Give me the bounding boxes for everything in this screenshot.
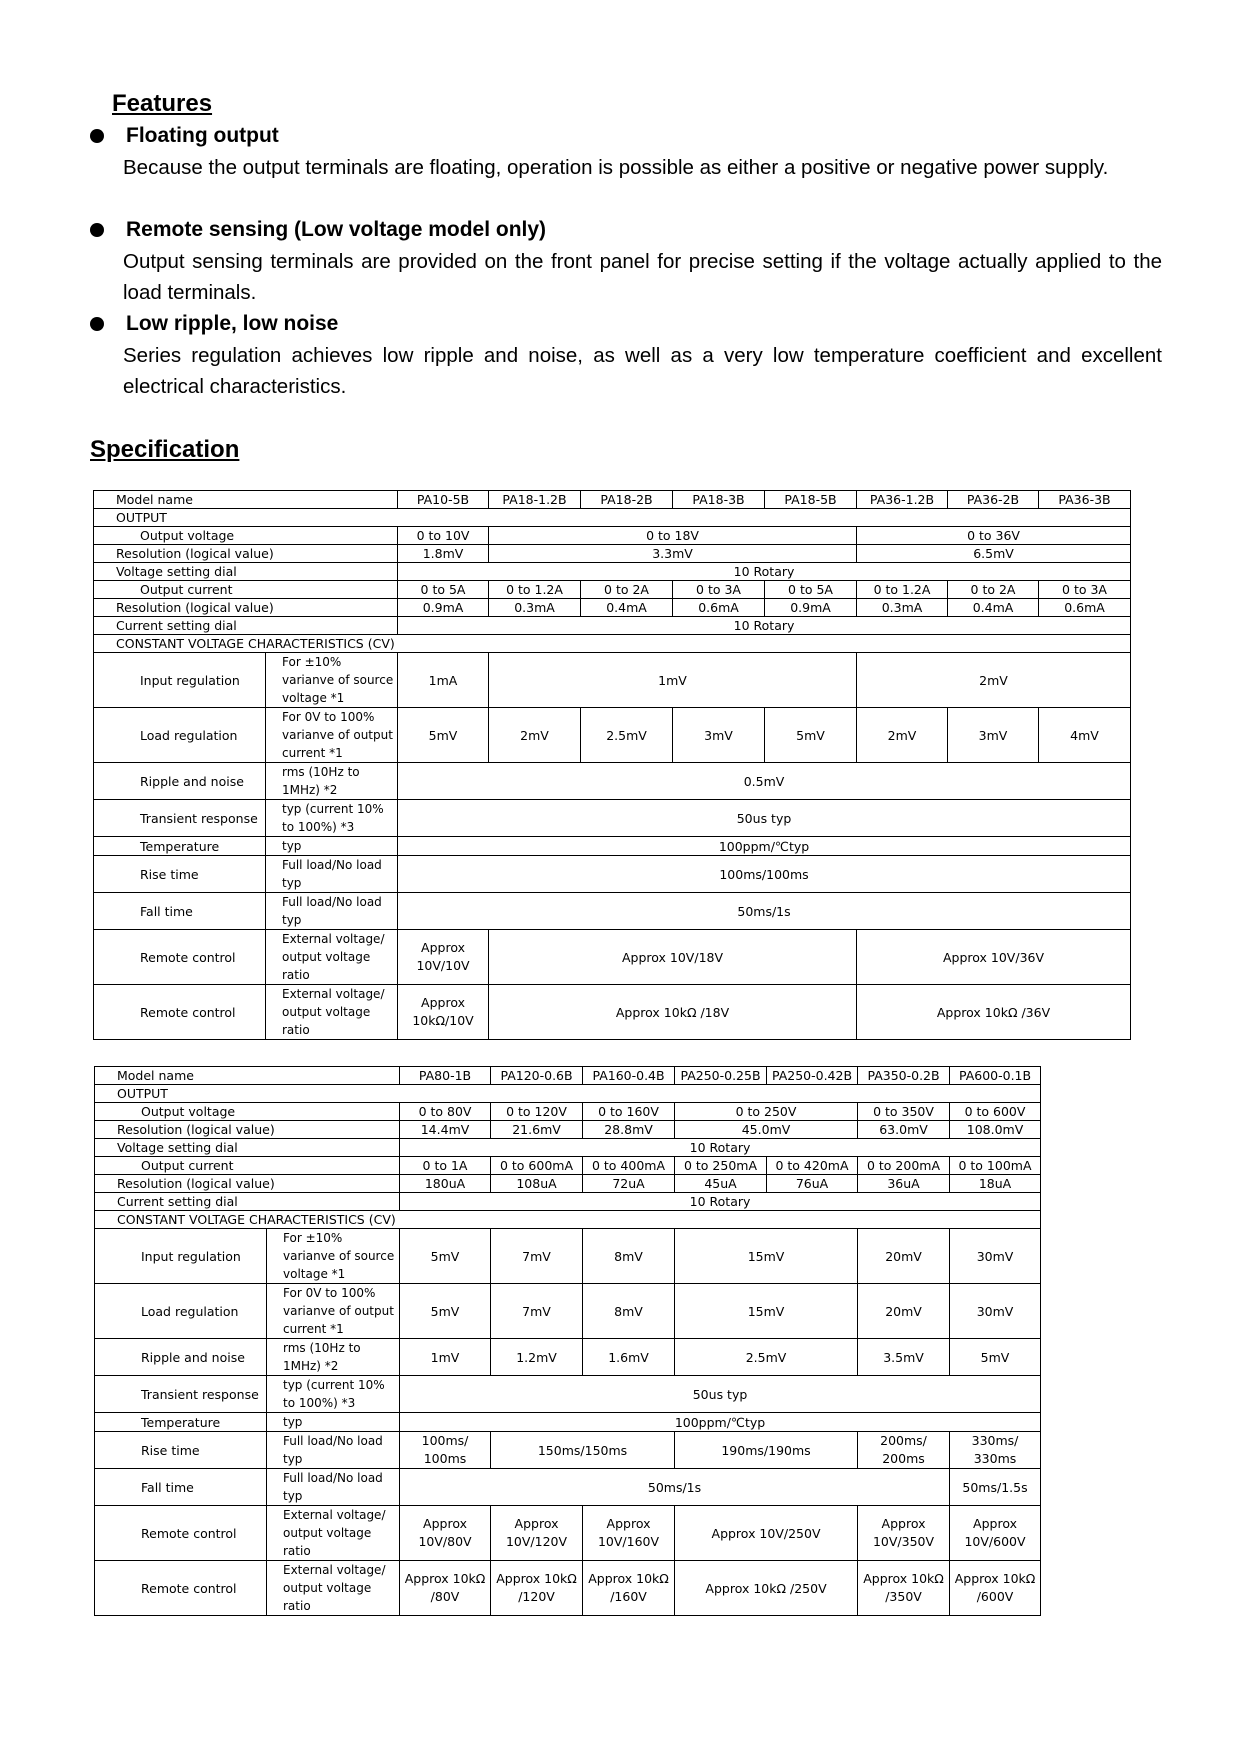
- row-label: Rise time: [94, 856, 266, 893]
- cell: 190ms/190ms: [675, 1432, 858, 1469]
- table-row: [94, 491, 1131, 509]
- cell: 0 to 10V: [398, 527, 489, 545]
- cell: 0.3mA: [489, 599, 581, 617]
- bullet-icon: [90, 129, 104, 143]
- cell: Approx 10V/120V: [491, 1506, 583, 1561]
- table-row: [95, 1339, 1041, 1376]
- cell: 0.6mA: [673, 599, 765, 617]
- cell: 50us typ: [400, 1376, 1041, 1413]
- row-label: Voltage setting dial: [94, 563, 398, 581]
- row-label: Current setting dial: [95, 1193, 400, 1211]
- cell: Approx 10V/80V: [400, 1506, 491, 1561]
- table-row: [95, 1284, 1041, 1339]
- row-label: Output voltage: [95, 1103, 400, 1121]
- cell: 1mA: [398, 653, 489, 708]
- cell: 10 Rotary: [398, 617, 1131, 635]
- table-row: [94, 708, 1131, 763]
- cell: 5mV: [400, 1229, 491, 1284]
- cell: 0 to 160V: [583, 1103, 675, 1121]
- cell: Approx 10kΩ /18V: [489, 985, 857, 1040]
- cell: Approx 10kΩ /350V: [858, 1561, 950, 1616]
- table-row: [95, 1085, 1041, 1103]
- cell: Approx 10kΩ /600V: [950, 1561, 1041, 1616]
- feature-low-ripple: [90, 308, 1162, 402]
- cell: 30mV: [950, 1284, 1041, 1339]
- cell: 0 to 1.2A: [489, 581, 581, 599]
- model-cell: PA18-1.2B: [489, 491, 581, 509]
- cell: 14.4mV: [400, 1121, 491, 1139]
- cell: Approx 10V/10V: [398, 930, 489, 985]
- condition-cell: For ±10% varianve of source voltage *1: [267, 1229, 400, 1284]
- cell: 0 to 420mA: [767, 1157, 858, 1175]
- feature-floating-output: [90, 120, 1162, 183]
- cell: 5mV: [765, 708, 857, 763]
- cell: 0.9mA: [765, 599, 857, 617]
- cell: 0 to 100mA: [950, 1157, 1041, 1175]
- table-row: [95, 1506, 1041, 1561]
- section-label: CONSTANT VOLTAGE CHARACTERISTICS (CV): [94, 635, 1131, 653]
- cell: 3mV: [673, 708, 765, 763]
- condition-cell: typ: [267, 1413, 400, 1432]
- cell: 150ms/150ms: [491, 1432, 675, 1469]
- feature-description: Output sensing terminals are provided on the front panel for precise setting if the voltage actually applied to the load terminals.: [123, 250, 1162, 304]
- cell: 108uA: [491, 1175, 583, 1193]
- cell: 7mV: [491, 1284, 583, 1339]
- model-cell: PA250-0.42B: [767, 1067, 858, 1085]
- table-row: [95, 1561, 1041, 1616]
- row-label: Fall time: [95, 1469, 267, 1506]
- cell: 0 to 1.2A: [857, 581, 948, 599]
- cell: 0.9mA: [398, 599, 489, 617]
- cell: 10 Rotary: [400, 1139, 1041, 1157]
- table-row: [95, 1157, 1041, 1175]
- table-row: [95, 1121, 1041, 1139]
- feature-title: Low ripple, low noise: [126, 312, 339, 335]
- cell: 7mV: [491, 1229, 583, 1284]
- cell: 76uA: [767, 1175, 858, 1193]
- cell: 1mV: [400, 1339, 491, 1376]
- section-label: CONSTANT VOLTAGE CHARACTERISTICS (CV): [95, 1211, 1041, 1229]
- row-label: Remote control: [95, 1506, 267, 1561]
- cell: 0 to 3A: [1039, 581, 1131, 599]
- table-row: [94, 509, 1131, 527]
- cell: Approx 10kΩ /250V: [675, 1561, 858, 1616]
- table-row: [95, 1175, 1041, 1193]
- table-row: [94, 527, 1131, 545]
- cell: Approx 10V/160V: [583, 1506, 675, 1561]
- row-label: Remote control: [94, 985, 266, 1040]
- cell: 100ms/100ms: [398, 856, 1131, 893]
- cell: 28.8mV: [583, 1121, 675, 1139]
- cell: Approx 10kΩ /160V: [583, 1561, 675, 1616]
- cell: 0.5mV: [398, 763, 1131, 800]
- condition-cell: typ: [266, 837, 398, 856]
- condition-cell: For ±10% varianve of source voltage *1: [266, 653, 398, 708]
- condition-cell: Full load/No load typ: [267, 1432, 400, 1469]
- cell: 21.6mV: [491, 1121, 583, 1139]
- table-row: [94, 930, 1131, 985]
- cell: 50ms/1.5s: [950, 1469, 1041, 1506]
- table-row: [95, 1413, 1041, 1432]
- condition-cell: External voltage/ output voltage ratio: [267, 1506, 400, 1561]
- table-row: [94, 563, 1131, 581]
- cell: 0 to 2A: [948, 581, 1039, 599]
- model-cell: PA10-5B: [398, 491, 489, 509]
- cell: 15mV: [675, 1284, 858, 1339]
- table-row: [94, 635, 1131, 653]
- condition-cell: External voltage/ output voltage ratio: [266, 985, 398, 1040]
- feature-description: Because the output terminals are floating, operation is possible as either a positive or negative power supply.: [123, 156, 1109, 179]
- row-label: Input regulation: [94, 653, 266, 708]
- condition-cell: typ (current 10% to 100%) *3: [266, 800, 398, 837]
- row-label: Ripple and noise: [95, 1339, 267, 1376]
- row-label: Model name: [94, 491, 398, 509]
- cell: 1.8mV: [398, 545, 489, 563]
- table-row: [95, 1469, 1041, 1506]
- cell: 0.4mA: [581, 599, 673, 617]
- table-row: [94, 856, 1131, 893]
- table-row: [95, 1229, 1041, 1284]
- cell: 0 to 250mA: [675, 1157, 767, 1175]
- row-label: Model name: [95, 1067, 400, 1085]
- cell: 180uA: [400, 1175, 491, 1193]
- table-row: [95, 1067, 1041, 1085]
- row-label: Input regulation: [95, 1229, 267, 1284]
- cell: 63.0mV: [858, 1121, 950, 1139]
- cell: 0 to 36V: [857, 527, 1131, 545]
- row-label: Remote control: [94, 930, 266, 985]
- condition-cell: For 0V to 100% varianve of output current *1: [267, 1284, 400, 1339]
- table-row: [95, 1193, 1041, 1211]
- cell: 15mV: [675, 1229, 858, 1284]
- table-row: [94, 653, 1131, 708]
- cell: Approx 10V/18V: [489, 930, 857, 985]
- table-row: [94, 581, 1131, 599]
- cell: 20mV: [858, 1229, 950, 1284]
- cell: 0.4mA: [948, 599, 1039, 617]
- model-cell: PA120-0.6B: [491, 1067, 583, 1085]
- cell: 0.3mA: [857, 599, 948, 617]
- feature-description: Series regulation achieves low ripple and noise, as well as a very low temperature coefficient and excellent electrical characteristics.: [123, 344, 1162, 398]
- cell: 0 to 400mA: [583, 1157, 675, 1175]
- table-row: [94, 545, 1131, 563]
- cell: 2mV: [857, 708, 948, 763]
- cell: 0 to 80V: [400, 1103, 491, 1121]
- cell: 0 to 600mA: [491, 1157, 583, 1175]
- cell: 1.6mV: [583, 1339, 675, 1376]
- cell: 0 to 5A: [398, 581, 489, 599]
- table-row: [94, 617, 1131, 635]
- cell: 0 to 250V: [675, 1103, 858, 1121]
- model-cell: PA160-0.4B: [583, 1067, 675, 1085]
- cell: 200ms/ 200ms: [858, 1432, 950, 1469]
- cell: Approx 10kΩ /120V: [491, 1561, 583, 1616]
- condition-cell: Full load/No load typ: [266, 893, 398, 930]
- section-label: OUTPUT: [94, 509, 1131, 527]
- cell: Approx 10kΩ /36V: [857, 985, 1131, 1040]
- cell: Approx 10V/250V: [675, 1506, 858, 1561]
- cell: 2mV: [857, 653, 1131, 708]
- cell: 50us typ: [398, 800, 1131, 837]
- cell: 8mV: [583, 1284, 675, 1339]
- table-row: [94, 800, 1131, 837]
- row-label: Temperature: [94, 837, 266, 856]
- cell: 10 Rotary: [398, 563, 1131, 581]
- cell: 0 to 600V: [950, 1103, 1041, 1121]
- table-row: [94, 893, 1131, 930]
- table-row: [95, 1376, 1041, 1413]
- cell: 5mV: [950, 1339, 1041, 1376]
- condition-cell: typ (current 10% to 100%) *3: [267, 1376, 400, 1413]
- row-label: Output current: [94, 581, 398, 599]
- cell: 100ppm/℃typ: [398, 837, 1131, 856]
- table-row: [94, 985, 1131, 1040]
- cell: 100ms/ 100ms: [400, 1432, 491, 1469]
- row-label: Transient response: [94, 800, 266, 837]
- cell: 72uA: [583, 1175, 675, 1193]
- feature-title: Floating output: [126, 124, 279, 147]
- cell: 330ms/ 330ms: [950, 1432, 1041, 1469]
- table-row: [95, 1211, 1041, 1229]
- row-label: Resolution (logical value): [95, 1121, 400, 1139]
- row-label: Temperature: [95, 1413, 267, 1432]
- row-label: Voltage setting dial: [95, 1139, 400, 1157]
- row-label: Resolution (logical value): [94, 545, 398, 563]
- cell: 3mV: [948, 708, 1039, 763]
- condition-cell: rms (10Hz to 1MHz) *2: [267, 1339, 400, 1376]
- row-label: Load regulation: [94, 708, 266, 763]
- cell: 3.3mV: [489, 545, 857, 563]
- feature-remote-sensing: [90, 214, 1162, 308]
- model-cell: PA18-2B: [581, 491, 673, 509]
- condition-cell: Full load/No load typ: [267, 1469, 400, 1506]
- model-cell: PA18-3B: [673, 491, 765, 509]
- section-label: OUTPUT: [95, 1085, 1041, 1103]
- model-cell: PA600-0.1B: [950, 1067, 1041, 1085]
- cell: 50ms/1s: [398, 893, 1131, 930]
- cell: 2mV: [489, 708, 581, 763]
- cell: 36uA: [858, 1175, 950, 1193]
- cell: 0 to 120V: [491, 1103, 583, 1121]
- cell: 100ppm/℃typ: [400, 1413, 1041, 1432]
- cell: 0 to 5A: [765, 581, 857, 599]
- row-label: Fall time: [94, 893, 266, 930]
- cell: Approx 10kΩ/10V: [398, 985, 489, 1040]
- cell: 10 Rotary: [400, 1193, 1041, 1211]
- cell: 0.6mA: [1039, 599, 1131, 617]
- row-label: Rise time: [95, 1432, 267, 1469]
- cell: 0 to 2A: [581, 581, 673, 599]
- table-row: [95, 1139, 1041, 1157]
- cell: 0 to 200mA: [858, 1157, 950, 1175]
- cell: 2.5mV: [581, 708, 673, 763]
- cell: 45.0mV: [675, 1121, 858, 1139]
- row-label: Remote control: [95, 1561, 267, 1616]
- cell: 8mV: [583, 1229, 675, 1284]
- cell: 0 to 18V: [489, 527, 857, 545]
- cell: 5mV: [398, 708, 489, 763]
- spec-table-high-voltage: [94, 1066, 1041, 1616]
- condition-cell: Full load/No load typ: [266, 856, 398, 893]
- cell: 0 to 1A: [400, 1157, 491, 1175]
- table-row: [95, 1432, 1041, 1469]
- cell: 0 to 3A: [673, 581, 765, 599]
- row-label: Transient response: [95, 1376, 267, 1413]
- specification-heading: Specification: [90, 436, 240, 463]
- model-cell: PA80-1B: [400, 1067, 491, 1085]
- cell: 6.5mV: [857, 545, 1131, 563]
- cell: 3.5mV: [858, 1339, 950, 1376]
- bullet-icon: [90, 317, 104, 331]
- condition-cell: External voltage/ output voltage ratio: [266, 930, 398, 985]
- row-label: Load regulation: [95, 1284, 267, 1339]
- row-label: Resolution (logical value): [94, 599, 398, 617]
- cell: 4mV: [1039, 708, 1131, 763]
- row-label: Ripple and noise: [94, 763, 266, 800]
- cell: 50ms/1s: [400, 1469, 950, 1506]
- cell: Approx 10kΩ /80V: [400, 1561, 491, 1616]
- table-row: [94, 599, 1131, 617]
- condition-cell: For 0V to 100% varianve of output current *1: [266, 708, 398, 763]
- cell: 1.2mV: [491, 1339, 583, 1376]
- feature-title: Remote sensing (Low voltage model only): [126, 218, 547, 241]
- table-row: [95, 1103, 1041, 1121]
- cell: Approx 10V/36V: [857, 930, 1131, 985]
- condition-cell: rms (10Hz to 1MHz) *2: [266, 763, 398, 800]
- cell: Approx 10V/600V: [950, 1506, 1041, 1561]
- features-heading: Features: [112, 90, 213, 117]
- cell: 5mV: [400, 1284, 491, 1339]
- row-label: Current setting dial: [94, 617, 398, 635]
- cell: 1mV: [489, 653, 857, 708]
- spec-table-low-voltage: [93, 490, 1131, 1040]
- cell: 20mV: [858, 1284, 950, 1339]
- model-cell: PA36-1.2B: [857, 491, 948, 509]
- model-cell: PA250-0.25B: [675, 1067, 767, 1085]
- row-label: Output voltage: [94, 527, 398, 545]
- table-row: [94, 837, 1131, 856]
- row-label: Output current: [95, 1157, 400, 1175]
- cell: 30mV: [950, 1229, 1041, 1284]
- model-cell: PA36-3B: [1039, 491, 1131, 509]
- model-cell: PA18-5B: [765, 491, 857, 509]
- cell: Approx 10V/350V: [858, 1506, 950, 1561]
- bullet-icon: [90, 223, 104, 237]
- cell: 45uA: [675, 1175, 767, 1193]
- cell: 0 to 350V: [858, 1103, 950, 1121]
- cell: 2.5mV: [675, 1339, 858, 1376]
- model-cell: PA36-2B: [948, 491, 1039, 509]
- cell: 18uA: [950, 1175, 1041, 1193]
- model-cell: PA350-0.2B: [858, 1067, 950, 1085]
- table-row: [94, 763, 1131, 800]
- cell: 108.0mV: [950, 1121, 1041, 1139]
- condition-cell: External voltage/ output voltage ratio: [267, 1561, 400, 1616]
- row-label: Resolution (logical value): [95, 1175, 400, 1193]
